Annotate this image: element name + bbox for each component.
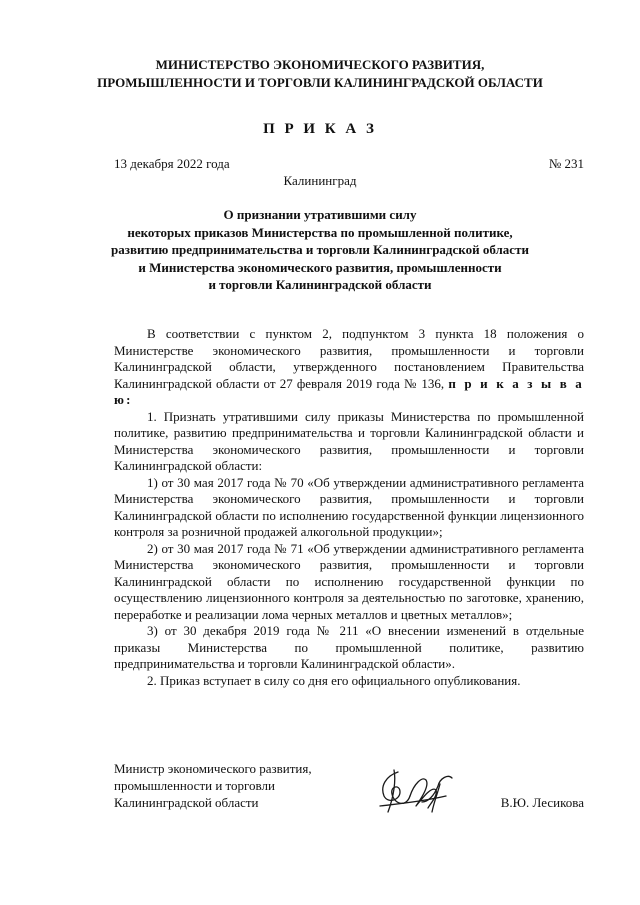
signer-name: В.Ю. Лесикова (500, 795, 584, 810)
item-1-paragraph: 1. Признать утратившими силу приказы Министерства по промышленной политике, развитию предпринимательства и торговли Калининградской области и Министерства экономического развития, промышленности и торговли Калининградской области: (114, 408, 584, 473)
item-1-1-paragraph: 1) от 30 мая 2017 года № 70 «Об утверждении административного регламента Министерства экономического развития, промышленности и торговли Калининградской области по исполнению государственной функции лицензионного контроля за розничной продажей алкогольной продукции»; (114, 474, 584, 539)
preamble-text: В соответствии с пунктом 2, подпунктом 3 пункта 18 положения о Министерстве экономического развития, промышленности и торговли Калининградской области, утвержденного постановлением Правительства Калининградской области от 27 февраля 2019 года № 136, (114, 326, 584, 391)
subject-line: и Министерства экономического развития, промышленности (138, 259, 502, 275)
subject-line: развитию предпринимательства и торговли Калининградской области (111, 242, 529, 258)
item-2-paragraph: 2. Приказ вступает в силу со дня его официального опубликования. (147, 672, 521, 688)
document-body (114, 326, 584, 689)
document-subject (0, 206, 640, 294)
preamble-paragraph (114, 326, 584, 409)
subject-line: и торговли Калининградской области (208, 277, 432, 293)
signer-title-line-3: Калининградской области (114, 795, 259, 810)
ministry-name-line-1: МИНИСТЕРСТВО ЭКОНОМИЧЕСКОГО РАЗВИТИЯ, (155, 57, 485, 72)
signer-title-line-2: промышленности и торговли (114, 778, 275, 793)
ministry-header (0, 56, 640, 92)
signer-title-line-1: Министр экономического развития, (114, 761, 312, 776)
document-city: Калининград (283, 173, 357, 188)
subject-line: О признании утратившими силу (223, 207, 417, 222)
item-1-2-paragraph: 2) от 30 мая 2017 года № 71 «Об утверждении административного регламента Министерства экономического развития, промышленности и торговли Калининградской области по исполнению государственной функции по осуществлению лицензионного контроля за деятельностью по заготовке, хранению, переработке и реализации лома черных металлов и цветных металлов»; (114, 540, 584, 622)
item-1-3-paragraph: 3) от 30 декабря 2019 года № 211 «О внесении изменений в отдельные приказы Министерства по промышленной политике, развитию предпринимательства и торговли Калининградской области». (114, 623, 584, 671)
signature-strokes (380, 770, 452, 812)
handwritten-signature (376, 766, 462, 816)
order-word: п р и к а з ы в а ю: (114, 375, 585, 407)
ministry-name-line-2: ПРОМЫШЛЕННОСТИ И ТОРГОВЛИ КАЛИНИНГРАДСКОЙ ОБЛАСТИ (97, 75, 543, 90)
signer-title (114, 760, 312, 811)
document-type: П Р И К А З (263, 121, 377, 137)
document-number: № 231 (548, 156, 584, 171)
document-date: 13 декабря 2022 года (114, 156, 230, 171)
subject-line: некоторых приказов Министерства по промышленной политике, (127, 224, 513, 240)
